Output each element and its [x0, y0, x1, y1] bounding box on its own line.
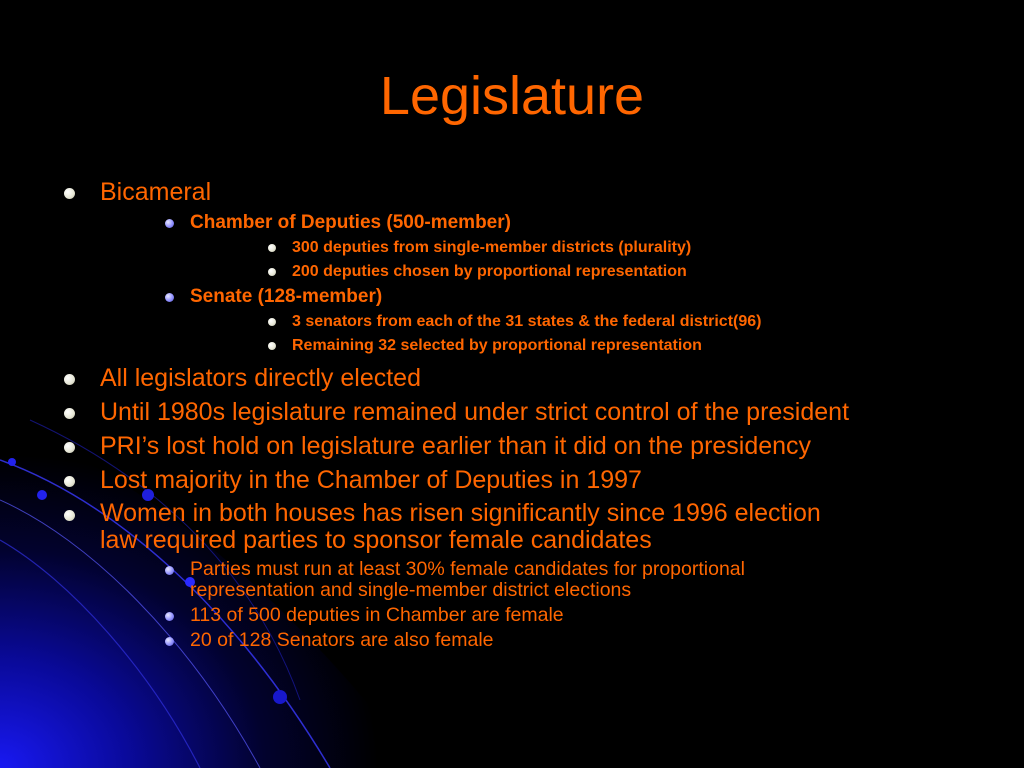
bullet-text: Until 1980s legislature remained under strict control of the president [100, 398, 850, 426]
list-item [0, 262, 1024, 282]
bullet-dot-icon [64, 374, 75, 385]
bullet-dot-icon [64, 510, 75, 521]
list-item [0, 466, 1024, 495]
bullet-dot-icon [64, 188, 75, 199]
bullet-text: PRI’s lost hold on legislature earlier than it did on the presidency [100, 432, 812, 460]
list-item [0, 364, 1024, 393]
bullet-text-line: representation and single-member district elections [190, 579, 632, 601]
list-item [0, 605, 1024, 626]
list-item [0, 432, 1024, 461]
bullet-text: 200 deputies chosen by proportional representation [292, 263, 687, 280]
list-item [0, 630, 1024, 651]
bullet-text-line: Parties must run at least 30% female candidates for proportional [190, 558, 745, 580]
list-item [0, 178, 1024, 207]
bullet-text: All legislators directly elected [100, 364, 421, 392]
bullet-dot-icon [268, 244, 276, 252]
slide-title: Legislature [379, 66, 645, 126]
bullet-dot-icon [165, 293, 174, 302]
list-item [0, 212, 1024, 234]
bullet-dot-icon [268, 268, 276, 276]
list-item [0, 238, 1024, 258]
list-item [0, 559, 1024, 601]
bullet-dot-icon [268, 342, 276, 350]
bullet-dot-icon [64, 408, 75, 419]
bullet-list [0, 178, 1024, 655]
bullet-text: Senate (128-member) [190, 286, 383, 307]
bullet-text-line: Women in both houses has risen significantly since 1996 election [100, 499, 821, 527]
bullet-text: 113 of 500 deputies in Chamber are female [190, 604, 564, 626]
list-item [0, 500, 1024, 554]
bullet-text: Lost majority in the Chamber of Deputies in 1997 [100, 466, 642, 494]
bullet-text: 300 deputies from single-member districts (plurality) [292, 239, 692, 256]
bullet-text: Remaining 32 selected by proportional representation [292, 337, 702, 354]
list-item [0, 398, 1024, 427]
bullet-dot-icon [165, 612, 174, 621]
bullet-text-line: law required parties to sponsor female candidates [100, 526, 652, 554]
list-item [0, 312, 1024, 332]
bullet-text: 20 of 128 Senators are also female [190, 629, 494, 651]
bullet-dot-icon [64, 476, 75, 487]
bullet-dot-icon [268, 318, 276, 326]
bullet-text: 3 senators from each of the 31 states & the federal district(96) [292, 313, 762, 330]
bullet-dot-icon [165, 637, 174, 646]
bullet-text: Bicameral [100, 178, 212, 206]
list-item [0, 286, 1024, 308]
bullet-dot-icon [165, 219, 174, 228]
bullet-text: Chamber of Deputies (500-member) [190, 212, 511, 233]
bullet-dot-icon [165, 566, 174, 575]
list-item [0, 336, 1024, 356]
bullet-dot-icon [64, 442, 75, 453]
